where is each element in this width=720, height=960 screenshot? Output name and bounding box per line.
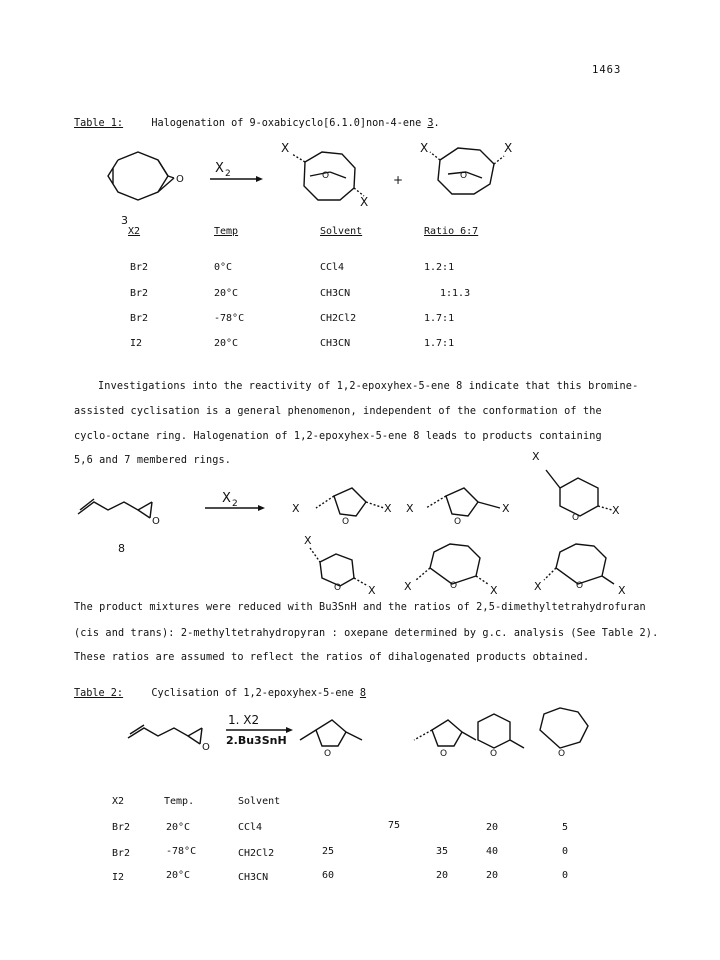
table1-cell-x2: I2: [130, 338, 143, 349]
table1-header-temp: Temp: [214, 226, 239, 237]
table1-cell-ratio: 1.7:1: [424, 338, 455, 349]
table2-cell-oxepane: 0: [562, 870, 569, 881]
svg-text:O: O: [454, 517, 462, 527]
table2-caption: [74, 688, 366, 699]
table2-cell-cis: 60: [322, 870, 335, 881]
reaction-arrow: [205, 491, 265, 511]
paragraph-line: These ratios are assumed to reflect the ratios of dihalogenated products obtained.: [74, 652, 590, 663]
page-number: 1463: [592, 64, 622, 76]
svg-text:O: O: [490, 749, 498, 759]
svg-text:O: O: [324, 749, 332, 759]
table1-cell-temp: -78°C: [214, 313, 245, 324]
svg-text:X: X: [404, 580, 412, 593]
reagent-step1: 1. X2: [228, 713, 260, 727]
table2-cell-x2: I2: [112, 872, 125, 883]
product-7-oxygen: O: [460, 171, 468, 181]
table2-cell-oxepane: 5: [562, 822, 569, 833]
reagent-step2: 2.Bu3SnH: [226, 734, 287, 747]
paragraph-line: The product mixtures were reduced with Bu3SnH and the ratios of 2,5-dimethyltetrahydrofuran: [74, 602, 646, 613]
table2-header-x2: X2: [112, 796, 125, 807]
product-7-x-left: X: [420, 141, 429, 155]
paragraph-line: 5,6 and 7 membered rings.: [74, 455, 232, 466]
svg-text:X: X: [292, 502, 300, 515]
table1-cell-ratio: 1.7:1: [424, 313, 455, 324]
svg-text:X: X: [534, 580, 542, 593]
table1-cell-x2: Br2: [130, 262, 149, 273]
table2-caption-text: Cyclisation of 1,2-epoxyhex-5-ene: [151, 688, 354, 699]
epoxyhexene-structure: [128, 725, 202, 744]
paragraph-line: (cis and trans): 2-methyltetrahydropyran : oxepane determined by g.c. analysis (See Table 2).: [74, 628, 659, 639]
pyran-product-structure: [546, 470, 612, 516]
table2-cell-cis: 25: [322, 846, 335, 857]
table2-cell-pyran: 20: [486, 870, 499, 881]
table1-caption-text: Halogenation of 9-oxabicyclo[6.1.0]non-4-ene: [151, 118, 422, 129]
table2-cell-solvent: CH2Cl2: [238, 848, 275, 859]
epoxyhexene-structure: [78, 499, 152, 518]
table2-scheme: [0, 708, 720, 768]
table1-cell-ratio: 1.2:1: [424, 262, 455, 273]
svg-text:O: O: [558, 749, 566, 759]
table1-header-solvent: Solvent: [320, 226, 363, 237]
svg-text:X: X: [384, 502, 392, 515]
compound-8-number: 8: [118, 542, 125, 555]
svg-text:O: O: [440, 749, 448, 759]
pyran-product-structure: [310, 548, 368, 586]
table1-label: Table 1:: [74, 118, 124, 129]
product-6-x-bottom: X: [360, 195, 369, 209]
table2-header-temp: Temp.: [164, 796, 195, 807]
table1-cell-solvent: CH3CN: [320, 338, 351, 349]
table1-cell-temp: 20°C: [214, 338, 239, 349]
table2-header-solvent: Solvent: [238, 796, 281, 807]
svg-text:X: X: [532, 450, 540, 463]
table1-compound-ref: 3: [427, 118, 434, 129]
thf-product-structure: [426, 488, 500, 516]
compound-3-number: 3: [121, 214, 128, 227]
table1-cell-temp: 0°C: [214, 262, 233, 273]
product-6-oxygen: O: [322, 171, 330, 181]
svg-text:2: 2: [232, 499, 238, 509]
table2-cell-temp: -78°C: [166, 846, 197, 857]
svg-text:X: X: [502, 502, 510, 515]
table2-cell-x2: Br2: [112, 848, 131, 859]
svg-text:X: X: [406, 502, 414, 515]
reaction-arrow: [210, 161, 263, 182]
svg-text:O: O: [334, 583, 342, 593]
trans-dimethylthf-structure: [414, 720, 476, 746]
table2-cell-trans: 35: [436, 846, 449, 857]
cis-dimethylthf-structure: [300, 720, 362, 746]
paragraph-line: assisted cyclisation is a general phenomenon, independent of the conformation of the: [74, 406, 602, 417]
svg-text:O: O: [342, 517, 350, 527]
svg-text:X: X: [215, 161, 224, 176]
svg-text:X: X: [618, 584, 626, 597]
methylpyran-structure: [478, 714, 524, 748]
paragraph-line: Investigations into the reactivity of 1,2-epoxyhex-5-ene 8 indicate that this bromine-: [98, 381, 639, 392]
table2-cell-x2: Br2: [112, 822, 131, 833]
svg-text:O: O: [202, 742, 210, 753]
svg-text:2: 2: [225, 169, 231, 179]
svg-text:X: X: [222, 491, 231, 506]
table2-cell-trans: 20: [436, 870, 449, 881]
table1-cell-x2: Br2: [130, 288, 149, 299]
plus-sign: +: [393, 173, 404, 187]
table2-cell-trans: 75: [388, 820, 401, 831]
svg-text:O: O: [450, 581, 458, 591]
svg-text:X: X: [490, 584, 498, 597]
oxepane-product-structure: [544, 544, 614, 584]
oxepane-structure: [540, 708, 588, 748]
table2-cell-oxepane: 0: [562, 846, 569, 857]
table1-header-x2: X2: [128, 226, 141, 237]
svg-text:O: O: [572, 513, 580, 523]
svg-text:O: O: [576, 581, 584, 591]
table1-cell-x2: Br2: [130, 313, 149, 324]
table1-cell-solvent: CH2Cl2: [320, 313, 357, 324]
table2-cell-solvent: CCl4: [238, 822, 263, 833]
table1-caption: Table 1: Halogenation of 9-oxabicyclo[6.1.0]non-4-ene 3.: [74, 118, 440, 129]
paragraph-line: cyclo-octane ring. Halogenation of 1,2-epoxyhex-5-ene 8 leads to products containing: [74, 431, 602, 442]
table2-label: Table 2:: [74, 688, 124, 699]
svg-text:X: X: [304, 534, 312, 547]
table2-cell-pyran: 40: [486, 846, 499, 857]
epoxide-oxygen-label: O: [152, 516, 160, 527]
table1-cell-ratio: 1:1.3: [440, 288, 471, 299]
table2-cell-pyran: 20: [486, 822, 499, 833]
product-7-x-right: X: [504, 141, 513, 155]
epoxide-oxygen-label: O: [176, 174, 184, 185]
thf-product-structure: [316, 488, 384, 516]
oxepane-product-structure: [416, 544, 488, 584]
table2-cell-solvent: CH3CN: [238, 872, 269, 883]
table2-cell-temp: 20°C: [166, 870, 191, 881]
table1-cell-temp: 20°C: [214, 288, 239, 299]
cyclooctene-epoxide-structure: [108, 152, 174, 200]
svg-text:X: X: [612, 504, 620, 517]
table1-cell-solvent: CCl4: [320, 262, 345, 273]
table2-compound-ref: 8: [359, 688, 367, 699]
svg-text:X: X: [368, 584, 376, 597]
table1-cell-solvent: CH3CN: [320, 288, 351, 299]
table1-header-ratio: Ratio 6:7: [424, 226, 479, 237]
product-6-x-top: X: [281, 141, 290, 155]
table2-cell-temp: 20°C: [166, 822, 191, 833]
scheme2-reaction: [0, 448, 720, 598]
